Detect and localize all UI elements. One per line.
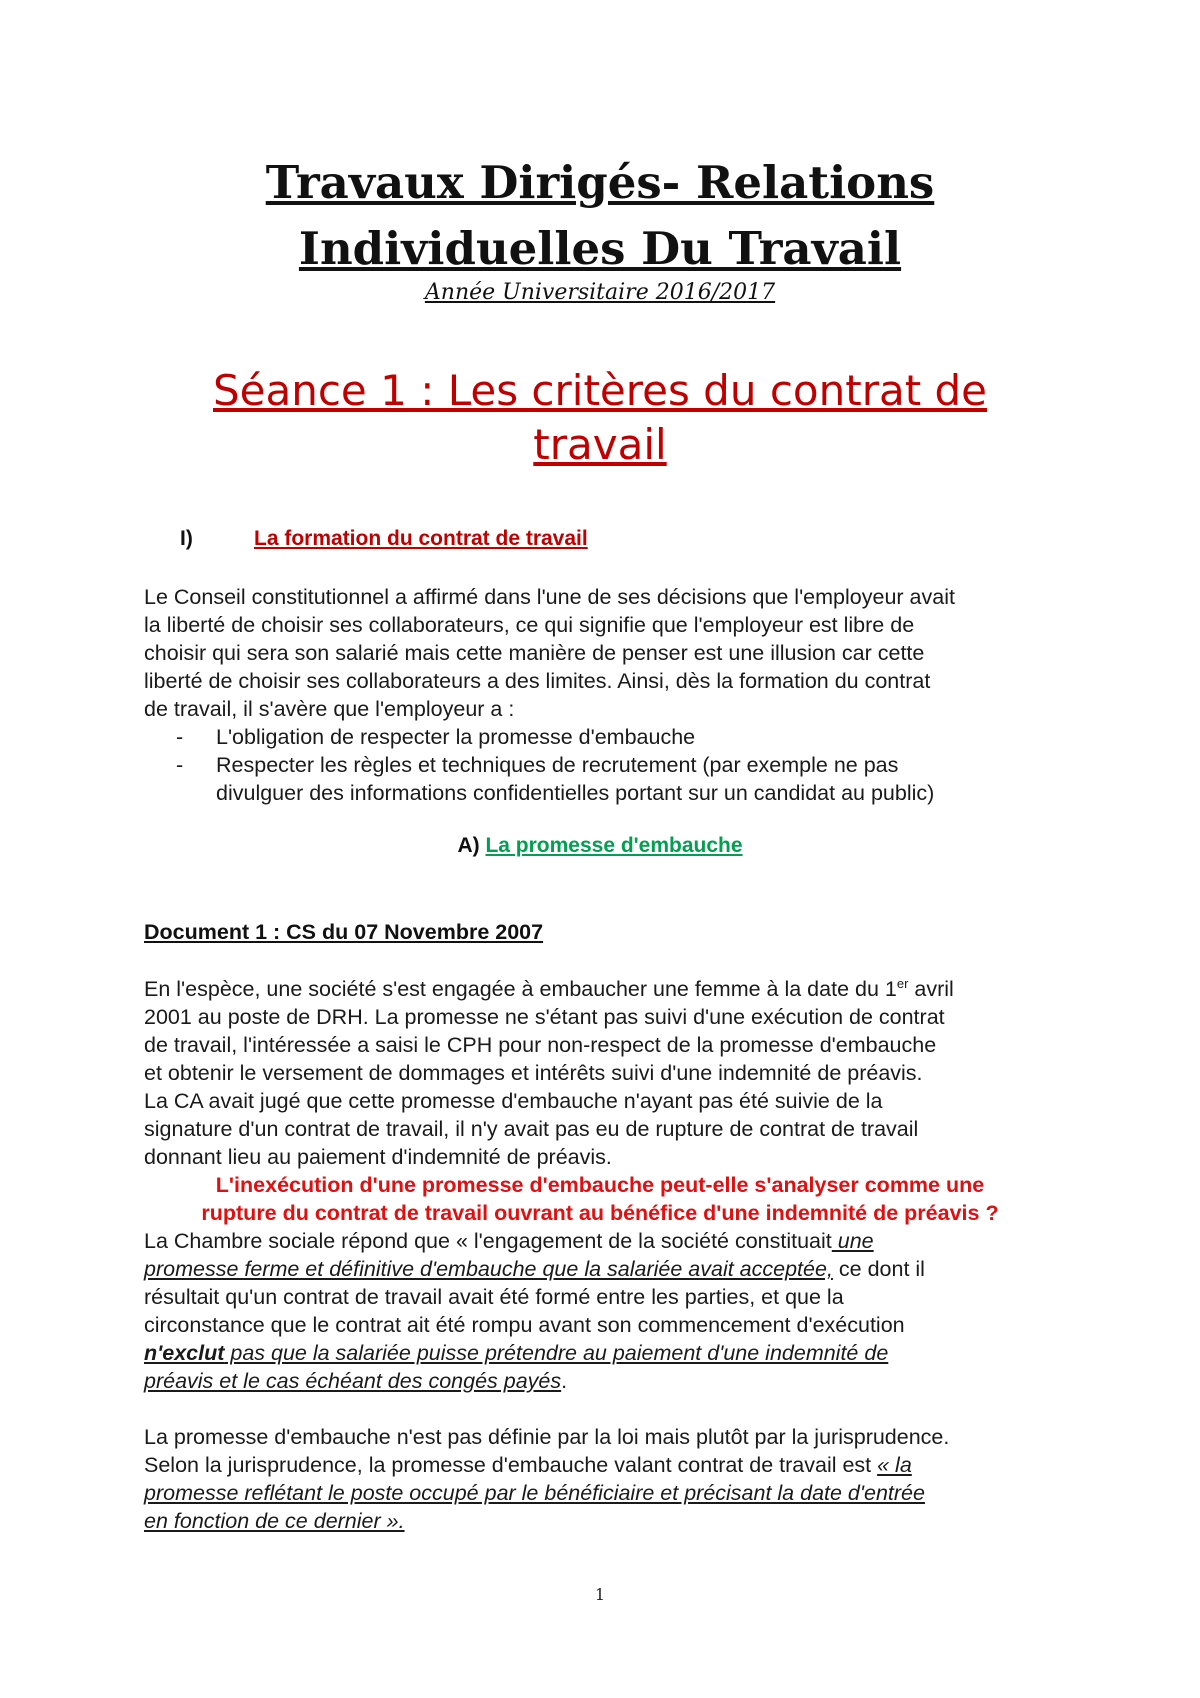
definition-paragraph (144, 1423, 1084, 1535)
paragraph-line: promesse reflétant le poste occupé par le bénéficiaire et précisant la date d'entrée (144, 1481, 925, 1505)
paragraph-line: circonstance que le contrat ait été rompu avant son commencement d'exécution (144, 1313, 905, 1337)
page-title (120, 150, 1080, 282)
emphasis-run: une (831, 1229, 874, 1253)
document-heading: Document 1 : CS du 07 Novembre 2007 (144, 920, 544, 944)
emphasis-run: promesse ferme et définitive d'embauche que la salariée avait acceptée, (144, 1257, 833, 1281)
text-run: . (561, 1369, 568, 1393)
ruling-paragraph (144, 1227, 1084, 1395)
paragraph-line: de travail, il s'avère que l'employeur a : (144, 697, 515, 721)
facts-paragraph (144, 975, 1084, 1171)
list-dash: - (176, 725, 184, 749)
seance-line-2: travail (533, 420, 667, 469)
emphasis-run: préavis et le cas échéant des congés payés (144, 1369, 562, 1393)
paragraph-line (144, 1255, 1084, 1283)
text-run: avril (908, 977, 954, 1001)
legal-question (120, 1171, 1080, 1227)
paragraph-line: La CA avait jugé que cette promesse d'embauche n'ayant pas été suivie de la (144, 1089, 883, 1113)
paragraph-line: choisir qui sera son salarié mais cette manière de penser est une illusion car cette (144, 641, 925, 665)
list-item-text: divulguer des informations confidentielles portant sur un candidat au public) (216, 781, 935, 805)
academic-year: Année Universitaire 2016/2017 (424, 280, 776, 305)
text-run: ce dont il (832, 1257, 925, 1281)
title-line-1: Travaux Dirigés- Relations (265, 156, 935, 209)
paragraph-line: 2001 au poste de DRH. La promesse ne s'étant pas suivi d'une exécution de contrat (144, 1005, 945, 1029)
question-line-1: L'inexécution d'une promesse d'embauche peut-elle s'analyser comme une (215, 1173, 985, 1197)
emphasis-run: « la (877, 1453, 912, 1477)
paragraph-line: liberté de choisir ses collaborateurs a des limites. Ainsi, dès la formation du contrat (144, 669, 931, 693)
question-line-2: rupture du contrat de travail ouvrant au bénéfice d'une indemnité de préavis ? (201, 1201, 999, 1225)
paragraph-line: et obtenir le versement de dommages et intérêts suivi d'une indemnité de préavis. (144, 1061, 923, 1085)
paragraph-line: résultait qu'un contrat de travail avait été formé entre les parties, et que la (144, 1285, 844, 1309)
seance-line-1: Séance 1 : Les critères du contrat de (212, 366, 988, 415)
paragraph-line (144, 975, 1084, 1003)
paragraph-line: en fonction de ce dernier ». (144, 1509, 405, 1533)
list-item-text: L'obligation de respecter la promesse d'embauche (216, 725, 696, 749)
subsection-heading-a (0, 834, 1200, 858)
seance-heading (150, 364, 1050, 472)
paragraph-line: donnant lieu au paiement d'indemnité de préavis. (144, 1145, 612, 1169)
text-run: La Chambre sociale répond que « l'engagement de la société constituait (144, 1229, 832, 1253)
title-line-2: Individuelles Du Travail (298, 222, 902, 275)
page-number: 1 (594, 1585, 606, 1604)
paragraph-line: Le Conseil constitutionnel a affirmé dans l'une de ses décisions que l'employeur avait (144, 585, 955, 609)
paragraph-line: de travail, l'intéressée a saisi le CPH pour non-respect de la promesse d'embauche (144, 1033, 937, 1057)
list-item (176, 751, 1076, 807)
subsection-title: La promesse d'embauche (485, 834, 743, 857)
superscript: er (896, 975, 909, 991)
paragraph-line (144, 1367, 1084, 1395)
paragraph-line: signature d'un contrat de travail, il n'y avait pas eu de rupture de contrat de travail (144, 1117, 919, 1141)
paragraph-line (144, 1339, 1084, 1367)
intro-paragraph (144, 583, 1074, 723)
text-run: Selon la jurisprudence, la promesse d'embauche valant contrat de travail est (144, 1453, 878, 1477)
paragraph-line: la liberté de choisir ses collaborateurs, ce qui signifie que l'employeur est libre de (144, 613, 915, 637)
section-title: La formation du contrat de travail (254, 527, 588, 550)
paragraph-line (144, 1227, 1084, 1255)
emphasis-run: pas que la salariée puisse prétendre au paiement d'une indemnité de (224, 1341, 889, 1365)
bold-emphasis-run: n'exclut (144, 1341, 225, 1365)
obligations-list (176, 723, 1076, 807)
list-item (176, 723, 1076, 751)
paragraph-line: La promesse d'embauche n'est pas définie par la loi mais plutôt par la jurisprudence. (144, 1425, 950, 1449)
list-dash: - (176, 753, 184, 777)
paragraph-line (144, 1451, 1084, 1479)
text-run: En l'espèce, une société s'est engagée à embaucher une femme à la date du 1 (144, 977, 897, 1001)
list-item-text: Respecter les règles et techniques de recrutement (par exemple ne pas (216, 753, 899, 777)
subsection-label: A) (457, 834, 480, 857)
section-number: I) (180, 527, 193, 550)
